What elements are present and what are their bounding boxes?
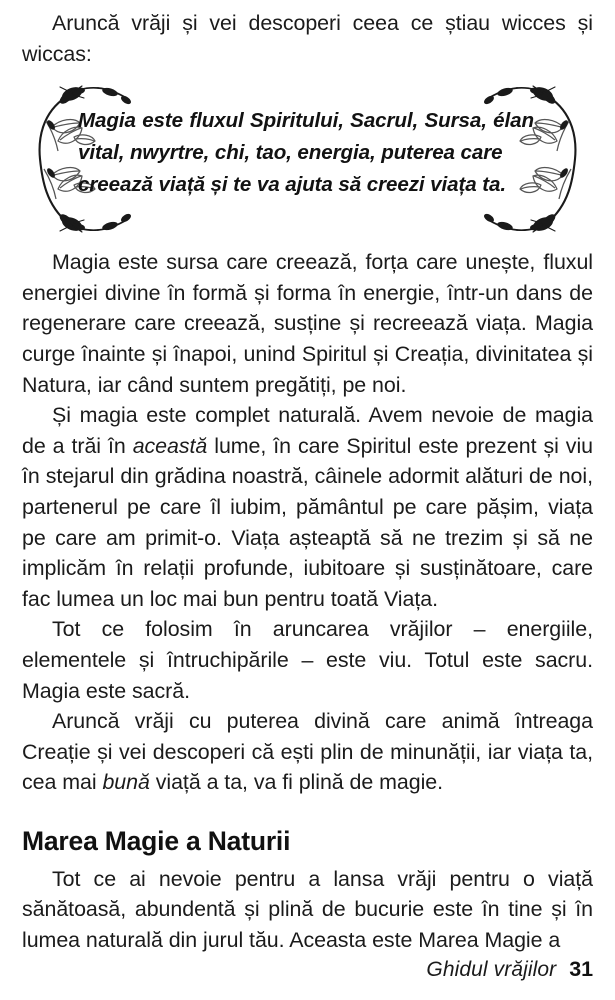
page-footer	[22, 957, 593, 982]
pull-quote-text	[78, 105, 534, 201]
pull-quote-block	[22, 83, 593, 235]
paragraph-arunca-vraji	[22, 706, 593, 798]
paragraph-magia-naturala	[22, 400, 593, 614]
pull-quote-line-2: vital, nwyrtre, chi, tao, energia, puterea care	[78, 141, 503, 165]
paragraph-closing: Tot ce ai nevoie pentru a lansa vrăji pentru o viață sănătoasă, abundentă și plină de bucurie este în tine și în lumea naturală din jurul tău. Aceasta este Marea Magie a	[22, 866, 593, 953]
running-head: Ghidul vrăjilor	[426, 958, 557, 981]
paragraph-tot-ce-folosim: Tot ce folosim în aruncarea vrăjilor – energiile, elementele și întruchipările – este viu. Totul este sacru. Magia este sacră.	[22, 617, 593, 703]
paragraph-text-segment: lume, în care Spiritul este prezent și viu în stejarul din grădina noastră, câinele adormit alături de noi, partenerul pe care îl iubim, pământul pe care pășim, viața pe care am primit-o. Viața așteaptă să ne trezim și să ne implicăm în relații profunde, iubitoare și susținătoare, care fac lumea un loc mai bun pentru toată Viața.	[22, 433, 593, 611]
vine-flower-ornament-bottom-left	[58, 212, 133, 233]
paragraph-text-segment: viață a ta, va fi plină de magie.	[149, 770, 444, 795]
page-content	[22, 8, 593, 956]
vine-flower-ornament-top-right	[483, 85, 558, 106]
emphasis-aceasta: această	[132, 433, 208, 458]
section-heading: Marea Magie a Naturii	[22, 825, 291, 856]
page-number: 31	[569, 957, 593, 981]
paragraph-text-segment: Aruncă vrăji cu puterea divină care animă întreaga Creație și vei descoperi că ești plin de minunății, iar viața ta, cea mai	[22, 709, 593, 795]
vine-flower-ornament-top-left	[58, 85, 133, 106]
pull-quote-line-1: Magia este fluxul Spiritului, Sacrul, Sursa, élan	[78, 109, 534, 133]
intro-paragraph: Aruncă vrăji și vei descoperi ceea ce știau wicces și wiccas:	[22, 11, 593, 66]
emphasis-buna: bună	[102, 770, 150, 795]
paragraph-text-segment: Și magia este complet naturală. Avem nevoie de magia de a trăi în	[22, 403, 593, 458]
paragraph-magia-sursa: Magia este sursa care creează, forța care unește, fluxul energiei divine în formă și forma în energie, într-un dans de regenerare care creează, susține și recreează viața. Magia curge înainte și înapoi, unind Spiritul și Creația, divinitatea și Natura, iar când suntem pregătiți, pe noi.	[22, 250, 593, 397]
pull-quote-line-3: creează viață și te va ajuta să creezi viața ta.	[78, 173, 506, 197]
vine-flower-ornament-bottom-right	[483, 212, 558, 233]
